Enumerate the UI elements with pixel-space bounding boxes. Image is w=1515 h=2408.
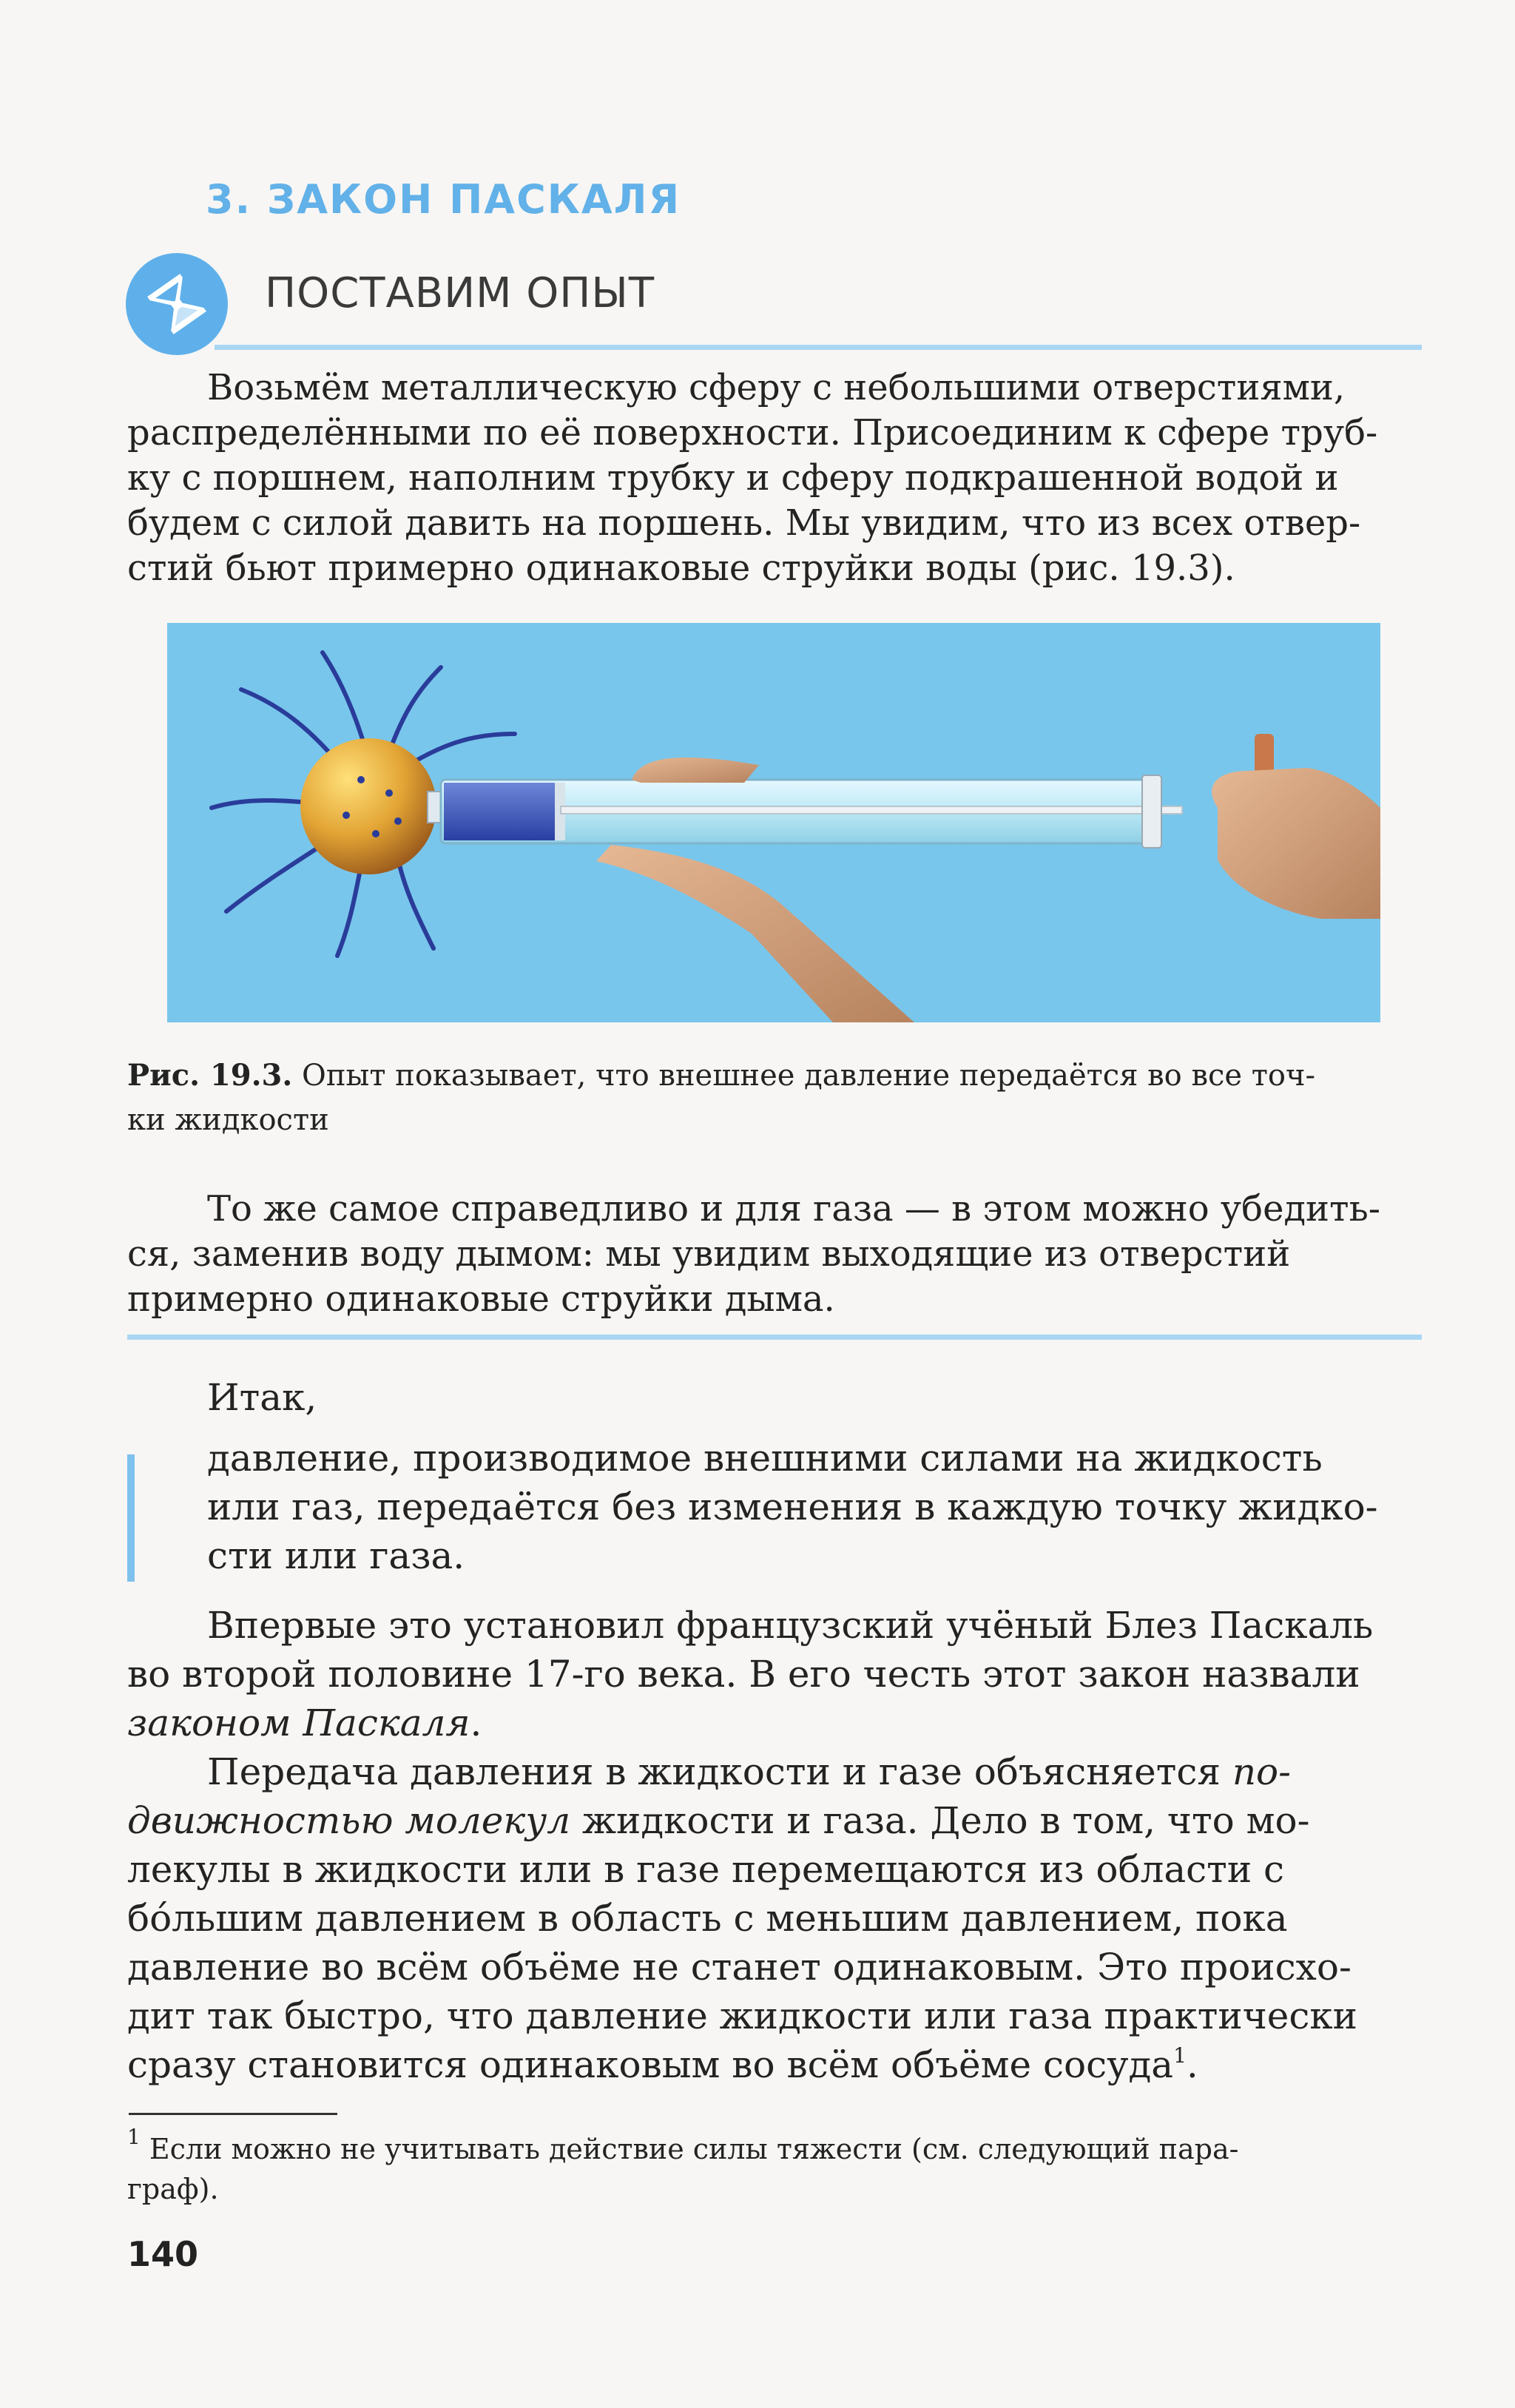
text-line: $^1$ Если можно не учитывать действие силы тяжести (см. следующий пара- (127, 2125, 1239, 2165)
experiment-paragraph-2 (127, 1187, 1422, 1322)
colored-water (444, 783, 555, 840)
pascal-law-statement (207, 1434, 1422, 1580)
experiment-paragraph-1 (127, 365, 1422, 591)
text-line: или газ, передаётся без изменения в каждую точку жидко- (207, 1485, 1378, 1528)
experiment-bottom-rule (127, 1335, 1422, 1340)
figure-caption-text: Опыт показывает, что внешнее давление передаётся во все точ- (302, 1059, 1315, 1093)
text-line: давление, производимое внешними силами на жидкость (207, 1437, 1323, 1480)
experiment-heading: ПОСТАВИМ ОПЫТ (265, 269, 655, 317)
hourglass-flask-icon (124, 252, 229, 357)
text-line: стий бьют примерно одинаковые струйки воды (рис. 19.3). (127, 547, 1235, 589)
footnote-reference: 1 (1173, 2043, 1187, 2068)
text-line: Передача давления в жидкости и газе объясняется по- (207, 1750, 1292, 1793)
metal-sphere (300, 738, 436, 874)
text-line: ся, заменив воду дымом: мы увидим выходящие из отверстий (127, 1233, 1291, 1275)
text-line: граф). (127, 2173, 219, 2205)
text-line: сразу становится одинаковым во всём объёме сосуда$^1$. (127, 2043, 1198, 2086)
text-line: давление во всём объёме не станет одинаковым. Это происхо- (127, 1946, 1352, 1989)
text-line: будем с силой давить на поршень. Мы увидим, что из всех отвер- (127, 502, 1361, 544)
law-highlight-bar (127, 1454, 135, 1582)
text-line: Впервые это установил французский учёный Блез Паскаль (207, 1604, 1374, 1647)
page-number: 140 (127, 2234, 199, 2274)
text-line: законом Паскаля. (127, 1702, 482, 1744)
text-line: лекулы в жидкости или в газе перемещаются из области с (127, 1848, 1285, 1891)
pascal-sphere-experiment-figure (167, 623, 1380, 1022)
text-line: Итак, (207, 1376, 317, 1419)
text-line: бóльшим давлением в область с меньшим давлением, пока (127, 1897, 1288, 1940)
text-line: Возьмём металлическую сферу с небольшими отверстиями, (207, 367, 1346, 408)
history-paragraph (127, 1601, 1422, 1747)
experiment-top-rule (215, 345, 1422, 350)
text-line: дит так быстро, что давление жидкости или газа практически (127, 1994, 1357, 2037)
figure-label: Рис. 19.3. (127, 1058, 293, 1093)
italic-term: законом Паскаля (127, 1702, 470, 1744)
figure-caption (127, 1053, 1422, 1142)
text-line: распределёнными по её поверхности. Присоединим к сфере труб- (127, 412, 1378, 453)
conclusion-intro (127, 1373, 1422, 1422)
figure-caption-text: ки жидкости (127, 1103, 329, 1137)
text-line: сти или газа. (207, 1534, 465, 1577)
text-line: примерно одинаковые струйки дыма. (127, 1278, 835, 1320)
text-line: То же самое справедливо и для газа — в этом можно убедить- (207, 1188, 1380, 1230)
footnote-divider (129, 2113, 337, 2115)
text-line: движностью молекул жидкости и газа. Дело в том, что мо- (127, 1799, 1310, 1842)
section-title: 3. ЗАКОН ПАСКАЛЯ (206, 176, 681, 223)
text-line: во второй половине 17-го века. В его честь этот закон назвали (127, 1653, 1360, 1696)
footnote-mark: 1 (127, 2125, 141, 2149)
text-line: ку с поршнем, наполним трубку и сферу подкрашенной водой и (127, 457, 1339, 499)
explanation-paragraph (127, 1747, 1422, 2089)
piston-rod (561, 806, 1182, 814)
footnote (127, 2125, 1422, 2209)
